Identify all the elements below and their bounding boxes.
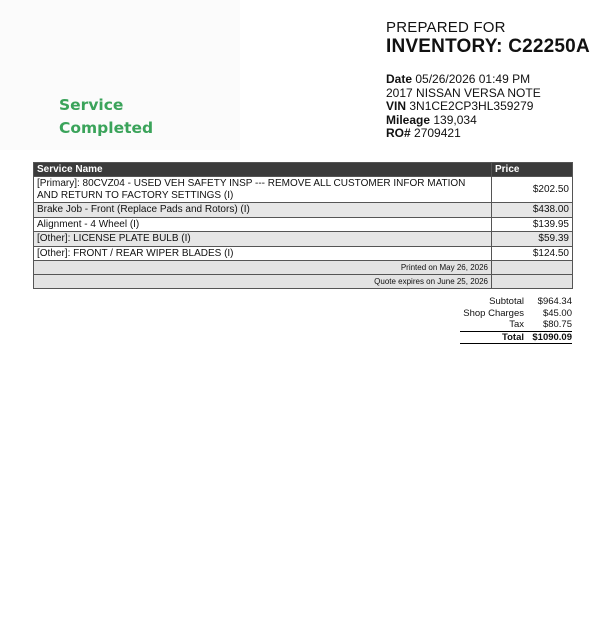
table-row (34, 203, 573, 218)
printed-on-text: Printed on May 26, 2026 (34, 261, 492, 275)
service-name-cell: Brake Job - Front (Replace Pads and Rotors) (I) (34, 203, 492, 218)
subtotal-value: $964.34 (537, 296, 572, 307)
ro-line (386, 127, 541, 141)
vin-line (386, 100, 541, 114)
service-status-line1: Service (59, 96, 124, 114)
service-name-cell: [Other]: FRONT / REAR WIPER BLADES (I) (34, 246, 492, 261)
price-cell: $438.00 (492, 203, 573, 218)
service-name-cell: [Primary]: 80CVZ04 - USED VEH SAFETY INSP --- REMOVE ALL CUSTOMER INFOR MATION AND RETURN TO FACTORY SETTINGS (I) (34, 177, 492, 203)
table-row (34, 177, 573, 203)
ro-value: 2709421 (414, 126, 461, 140)
vehicle-model: 2017 NISSAN VERSA NOTE (386, 85, 541, 100)
printed-on-blank (492, 261, 573, 275)
price-cell: $124.50 (492, 246, 573, 261)
service-table (33, 162, 573, 289)
quote-expires-blank (492, 275, 573, 289)
column-header-service: Service Name (34, 163, 492, 177)
date-line (386, 73, 541, 87)
tax-row (440, 319, 572, 331)
table-header-row (34, 163, 573, 177)
inventory-title: INVENTORY: C22250A (386, 36, 590, 57)
price-cell: $202.50 (492, 177, 573, 203)
printed-on-row (34, 261, 573, 275)
table-row (34, 232, 573, 247)
vin-value: 3N1CE2CP3HL359279 (409, 99, 534, 113)
price-cell: $139.95 (492, 217, 573, 232)
quote-expires-row (34, 275, 573, 289)
prepared-for-heading: PREPARED FOR (386, 19, 506, 36)
service-status-box (0, 0, 240, 150)
table-row (34, 217, 573, 232)
date-label: Date (386, 72, 413, 86)
ro-label: RO# (386, 126, 411, 140)
tax-value: $80.75 (542, 319, 572, 330)
service-name-cell: Alignment - 4 Wheel (I) (34, 217, 492, 232)
shop-charges-row (440, 308, 572, 320)
totals-block (440, 296, 572, 344)
shop-charges-label: Shop Charges (463, 307, 524, 319)
quote-expires-text: Quote expires on June 25, 2026 (34, 275, 492, 289)
date-value: 05/26/2026 01:49 PM (415, 72, 531, 86)
tax-label: Tax (509, 319, 524, 330)
vin-label: VIN (386, 99, 407, 113)
subtotal-row (440, 296, 572, 308)
subtotal-label: Subtotal (489, 296, 524, 307)
shop-charges-value: $45.00 (542, 307, 572, 319)
mileage-value: 139,034 (433, 112, 477, 127)
service-status-label (59, 94, 153, 140)
service-status-line2: Completed (59, 119, 154, 137)
vehicle-info (386, 73, 541, 141)
mileage-line (386, 114, 541, 128)
table-row (34, 246, 573, 261)
total-label: Total (502, 331, 524, 343)
total-row (460, 331, 572, 345)
price-cell: $59.39 (492, 232, 573, 247)
service-name-cell: [Other]: LICENSE PLATE BULB (I) (34, 232, 492, 247)
mileage-label: Mileage (386, 112, 431, 127)
total-value: $1090.09 (532, 331, 572, 343)
column-header-price: Price (492, 163, 573, 177)
